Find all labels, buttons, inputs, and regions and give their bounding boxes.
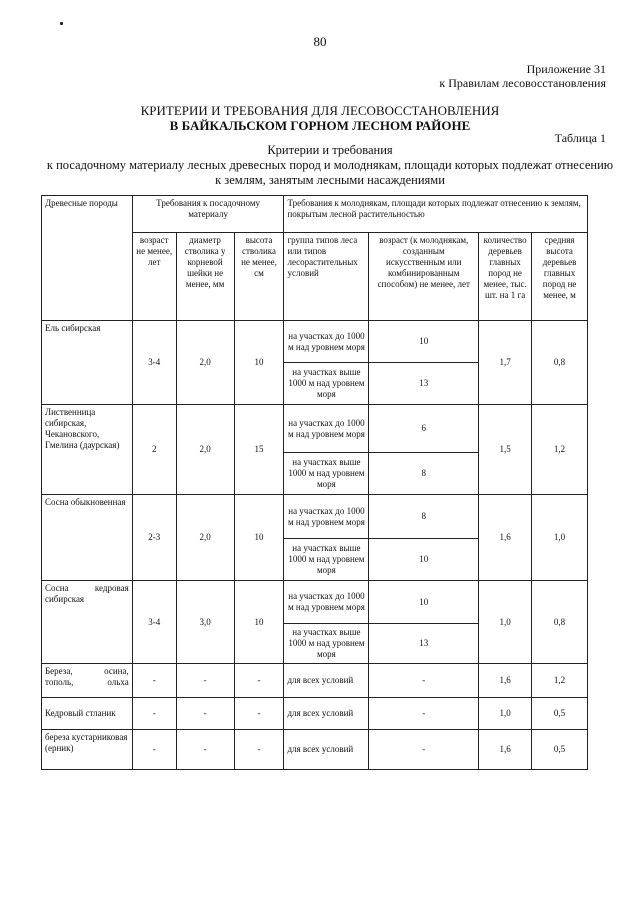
age-cell: - <box>132 730 176 770</box>
height-cell: 10 <box>234 321 284 405</box>
tree-count-cell: 1,6 <box>479 664 532 698</box>
table-row <box>42 581 588 624</box>
header-row <box>42 196 588 233</box>
young-age-cell: 13 <box>369 624 479 664</box>
table-caption <box>40 143 620 188</box>
table-number: Таблица 1 <box>554 131 606 145</box>
header-height: высота стволика не менее, см <box>234 233 284 321</box>
header-age: возраст не менее, лет <box>132 233 176 321</box>
avg-height-cell: 0,5 <box>532 698 588 730</box>
table-row <box>42 321 588 363</box>
condition-cell: для всех условий <box>284 730 369 770</box>
species-cell: Береза, осина, тополь, ольха <box>42 664 133 698</box>
page-number: 80 <box>313 34 327 49</box>
diameter-cell: 2,0 <box>176 321 234 405</box>
title-line-1: КРИТЕРИИ И ТРЕБОВАНИЯ ДЛЯ ЛЕСОВОССТАНОВЛЕНИЯ <box>140 103 500 118</box>
tree-count-cell: 1,0 <box>479 698 532 730</box>
diameter-cell: - <box>176 698 234 730</box>
age-cell: 2 <box>132 405 176 495</box>
species-cell: береза кустарниковая (ерник) <box>42 730 133 770</box>
avg-height-cell: 0,5 <box>532 730 588 770</box>
condition-cell: на участках выше 1000 м над уровнем моря <box>284 624 369 664</box>
young-age-cell: - <box>369 730 479 770</box>
young-age-cell: 10 <box>369 539 479 581</box>
avg-height-cell: 1,2 <box>532 405 588 495</box>
table-row <box>42 405 588 453</box>
avg-height-cell: 1,0 <box>532 495 588 581</box>
appendix-line-1: Приложение 31 <box>526 62 606 76</box>
table-row <box>42 495 588 539</box>
young-age-cell: 6 <box>369 405 479 453</box>
species-cell: Сосна кедровая сибирская <box>42 581 133 664</box>
diameter-cell: - <box>176 664 234 698</box>
avg-height-cell: 0,8 <box>532 321 588 405</box>
condition-cell: на участках до 1000 м над уровнем моря <box>284 405 369 453</box>
caption-line-2: к посадочному материалу лесных древесных пород и молоднякам, площади которых подлежат отнесению <box>46 158 614 172</box>
height-cell: - <box>234 730 284 770</box>
condition-cell: на участках до 1000 м над уровнем моря <box>284 321 369 363</box>
header-young-age: возраст (к молоднякам, созданным искусственным или комбинированным способом) не менее, лет <box>369 233 479 321</box>
young-age-cell: 10 <box>369 581 479 624</box>
diameter-cell: 3,0 <box>176 581 234 664</box>
age-cell: 3-4 <box>132 581 176 664</box>
condition-cell: для всех условий <box>284 698 369 730</box>
young-age-cell: - <box>369 698 479 730</box>
species-cell: Лиственница сибирская, Чекановского, Гмелина (даурская) <box>42 405 133 495</box>
height-cell: - <box>234 664 284 698</box>
condition-cell: на участках до 1000 м над уровнем моря <box>284 581 369 624</box>
species-cell: Сосна обыкновенная <box>42 495 133 581</box>
height-cell: 10 <box>234 581 284 664</box>
table-row <box>42 664 588 698</box>
diameter-cell: 2,0 <box>176 405 234 495</box>
young-age-cell: - <box>369 664 479 698</box>
header-avg-height: средняя высота деревьев главных пород не менее, м <box>532 233 588 321</box>
header-forest-group: группа типов леса или типов лесорастительных условий <box>284 233 369 321</box>
header-species: Древесные породы <box>42 196 133 321</box>
header-tree-count: количество деревьев главных пород не менее, тыс. шт. на 1 га <box>479 233 532 321</box>
condition-cell: на участках выше 1000 м над уровнем моря <box>284 363 369 405</box>
caption-line-3: к землям, занятым лесными насаждениями <box>215 173 445 187</box>
condition-cell: на участках до 1000 м над уровнем моря <box>284 495 369 539</box>
diameter-cell: - <box>176 730 234 770</box>
tree-count-cell: 1,6 <box>479 730 532 770</box>
table-row <box>42 698 588 730</box>
avg-height-cell: 0,8 <box>532 581 588 664</box>
height-cell: 15 <box>234 405 284 495</box>
table-row <box>42 730 588 770</box>
condition-cell: на участках выше 1000 м над уровнем моря <box>284 539 369 581</box>
species-cell: Ель сибирская <box>42 321 133 405</box>
page-title <box>0 103 640 133</box>
age-cell: 2-3 <box>132 495 176 581</box>
condition-cell: на участках выше 1000 м над уровнем моря <box>284 453 369 495</box>
scan-dot <box>60 22 63 25</box>
header-young-requirements: Требования к молоднякам, площади которых подлежат отнесению к землям, покрытым лесной растительностью <box>284 196 588 233</box>
species-cell: Кедровый стланик <box>42 698 133 730</box>
height-cell: 10 <box>234 495 284 581</box>
caption-line-1: Критерии и требования <box>267 143 393 157</box>
title-line-2: В БАЙКАЛЬСКОМ ГОРНОМ ЛЕСНОМ РАЙОНЕ <box>169 118 471 133</box>
appendix-line-2: к Правилам лесовосстановления <box>439 76 606 90</box>
diameter-cell: 2,0 <box>176 495 234 581</box>
tree-count-cell: 1,5 <box>479 405 532 495</box>
condition-cell: для всех условий <box>284 664 369 698</box>
age-cell: - <box>132 664 176 698</box>
young-age-cell: 8 <box>369 495 479 539</box>
appendix-reference <box>439 62 606 90</box>
tree-count-cell: 1,7 <box>479 321 532 405</box>
age-cell: - <box>132 698 176 730</box>
height-cell: - <box>234 698 284 730</box>
young-age-cell: 8 <box>369 453 479 495</box>
avg-height-cell: 1,2 <box>532 664 588 698</box>
header-diameter: диаметр стволика у корневой шейки не менее, мм <box>176 233 234 321</box>
tree-count-cell: 1,6 <box>479 495 532 581</box>
criteria-table <box>41 195 588 770</box>
tree-count-cell: 1,0 <box>479 581 532 664</box>
header-planting-requirements: Требования к посадочному материалу <box>132 196 284 233</box>
age-cell: 3-4 <box>132 321 176 405</box>
young-age-cell: 13 <box>369 363 479 405</box>
young-age-cell: 10 <box>369 321 479 363</box>
